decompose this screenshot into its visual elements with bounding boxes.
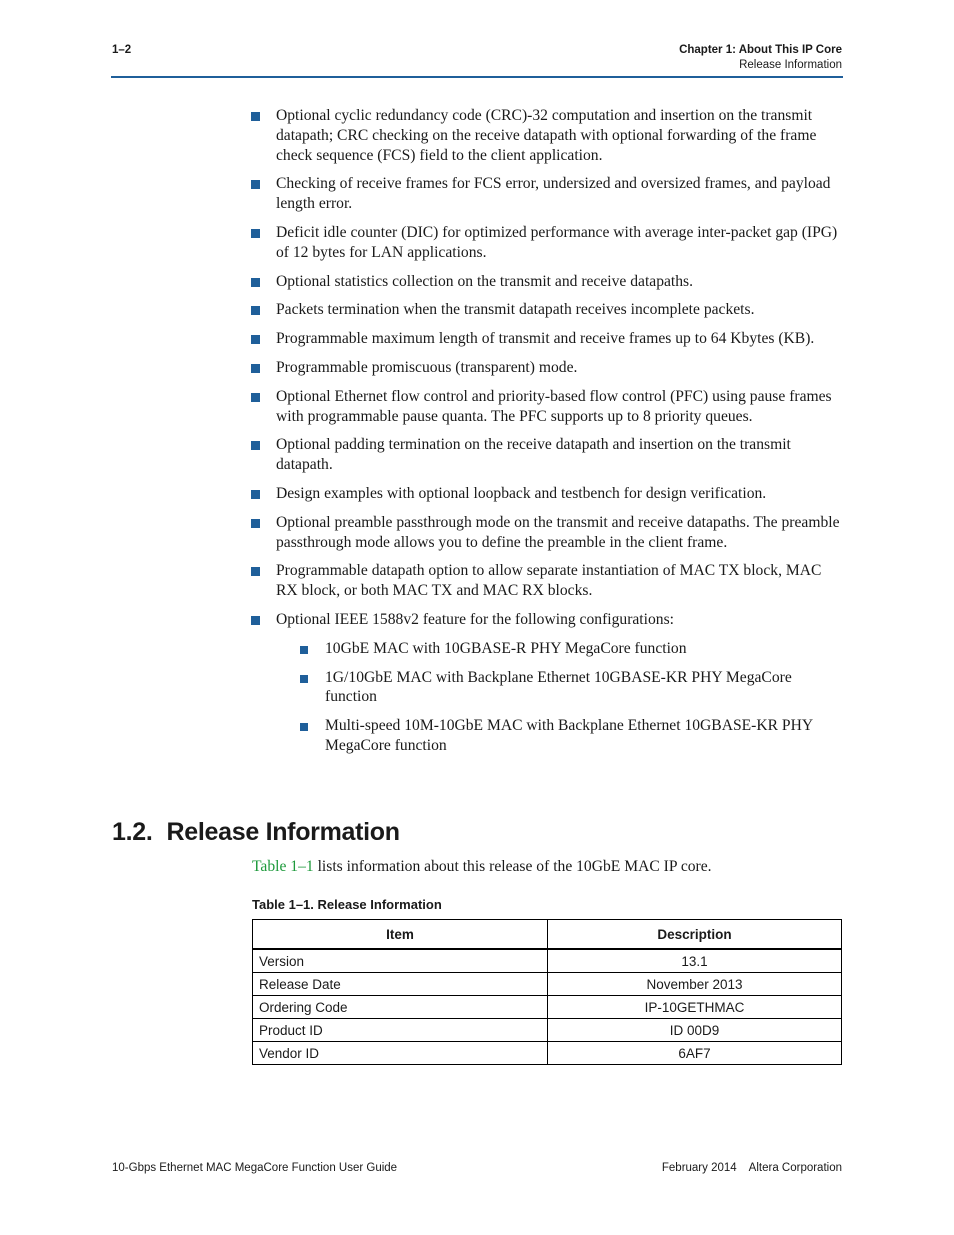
section-number: 1.2. [112,818,153,846]
section-heading-title: Release Information [166,818,400,846]
table-cell: Release Date [253,973,548,996]
table-cell: 13.1 [548,949,842,973]
bullet-square-icon [251,490,260,499]
bullet-square-icon [300,646,308,654]
bullet-square-icon [251,112,260,121]
table-caption: Table 1–1. Release Information [252,897,442,912]
list-item: Programmable datapath option to allow separate instantiation of MAC TX block, MAC RX block, or both MAC TX and MAC RX blocks. [250,561,846,601]
release-info-table [252,919,842,1065]
sub-list-item: 1G/10GbE MAC with Backplane Ethernet 10GBASE-KR PHY MegaCore function [299,668,846,708]
list-item: Optional IEEE 1588v2 feature for the following configurations: 10GbE MAC with 10GBASE-R PHY MegaCore function 1G/10GbE MAC with Backplane Ethernet 10GBASE-KR PHY MegaCore function Multi-speed 10M-10GbE MAC with Backplane Ethernet 10GBASE-KR PHY MegaCore function [250,610,846,756]
feature-list [250,106,846,756]
bullet-square-icon [251,567,260,576]
bullet-square-icon [251,278,260,287]
feature-list-container [250,106,846,765]
bullet-square-icon [251,519,260,528]
intro-paragraph [252,858,712,876]
table-cell: 6AF7 [548,1042,842,1065]
bullet-square-icon [251,229,260,238]
list-item: Deficit idle counter (DIC) for optimized performance with average inter-packet gap (IPG) of 12 bytes for LAN applications. [250,223,846,263]
section-title: Release Information [739,59,842,71]
section-heading [112,818,400,847]
table-reference-link[interactable]: Table 1–1 [252,858,314,875]
bullet-square-icon [300,723,308,731]
table-cell: Ordering Code [253,996,548,1019]
list-item: Optional padding termination on the receive datapath and insertion on the transmit datapath. [250,435,846,475]
table-cell: Vendor ID [253,1042,548,1065]
bullet-square-icon [251,306,260,315]
bullet-square-icon [251,616,260,625]
list-item: Checking of receive frames for FCS error, undersized and oversized frames, and payload length error. [250,174,846,214]
bullet-square-icon [251,364,260,373]
list-item: Optional cyclic redundancy code (CRC)-32 computation and insertion on the transmit datapath; CRC checking on the receive datapath with optional forwarding of the frame check sequence (FCS) field to the client application. [250,106,846,165]
list-item: Optional statistics collection on the transmit and receive datapaths. [250,272,846,292]
table-row [253,973,842,996]
table-row [253,1019,842,1042]
table-cell: ID 00D9 [548,1019,842,1042]
table-row [253,1042,842,1065]
footer-info [662,1162,842,1174]
footer-company: Altera Corporation [748,1162,842,1174]
table-cell: Product ID [253,1019,548,1042]
column-header-item: Item [253,920,548,950]
running-header [679,43,842,73]
footer-doc-title: 10-Gbps Ethernet MAC MegaCore Function User Guide [112,1162,398,1174]
list-item: Programmable maximum length of transmit and receive frames up to 64 Kbytes (KB). [250,329,846,349]
bullet-square-icon [251,441,260,450]
list-item: Design examples with optional loopback and testbench for design verification. [250,484,846,504]
bullet-square-icon [300,675,308,683]
table-cell: IP-10GETHMAC [548,996,842,1019]
footer-date: February 2014 [661,1162,737,1174]
sub-list-item: Multi-speed 10M-10GbE MAC with Backplane Ethernet 10GBASE-KR PHY MegaCore function [299,716,846,756]
table-row [253,996,842,1019]
column-header-description: Description [548,920,842,950]
bullet-square-icon [251,393,260,402]
table-cell: Version [253,949,548,973]
intro-text: lists information about this release of the 10GbE MAC IP core. [313,858,712,875]
page-number: 1–2 [112,44,132,56]
header-rule [111,76,843,78]
chapter-title: Chapter 1: About This IP Core [679,44,842,56]
bullet-square-icon [251,180,260,189]
list-item: Optional Ethernet flow control and priority-based flow control (PFC) using pause frames with programmable pause quanta. The PFC supports up to 8 priority queues. [250,387,846,427]
table-cell: November 2013 [548,973,842,996]
sub-list-item: 10GbE MAC with 10GBASE-R PHY MegaCore function [299,639,846,659]
table-row [253,949,842,973]
list-item: Packets termination when the transmit datapath receives incomplete packets. [250,300,846,320]
bullet-square-icon [251,335,260,344]
sub-list [299,639,846,756]
list-item: Programmable promiscuous (transparent) mode. [250,358,846,378]
list-item: Optional preamble passthrough mode on the transmit and receive datapaths. The preamble passthrough mode allows you to define the preamble in the client frame. [250,513,846,553]
table-header-row [253,920,842,950]
